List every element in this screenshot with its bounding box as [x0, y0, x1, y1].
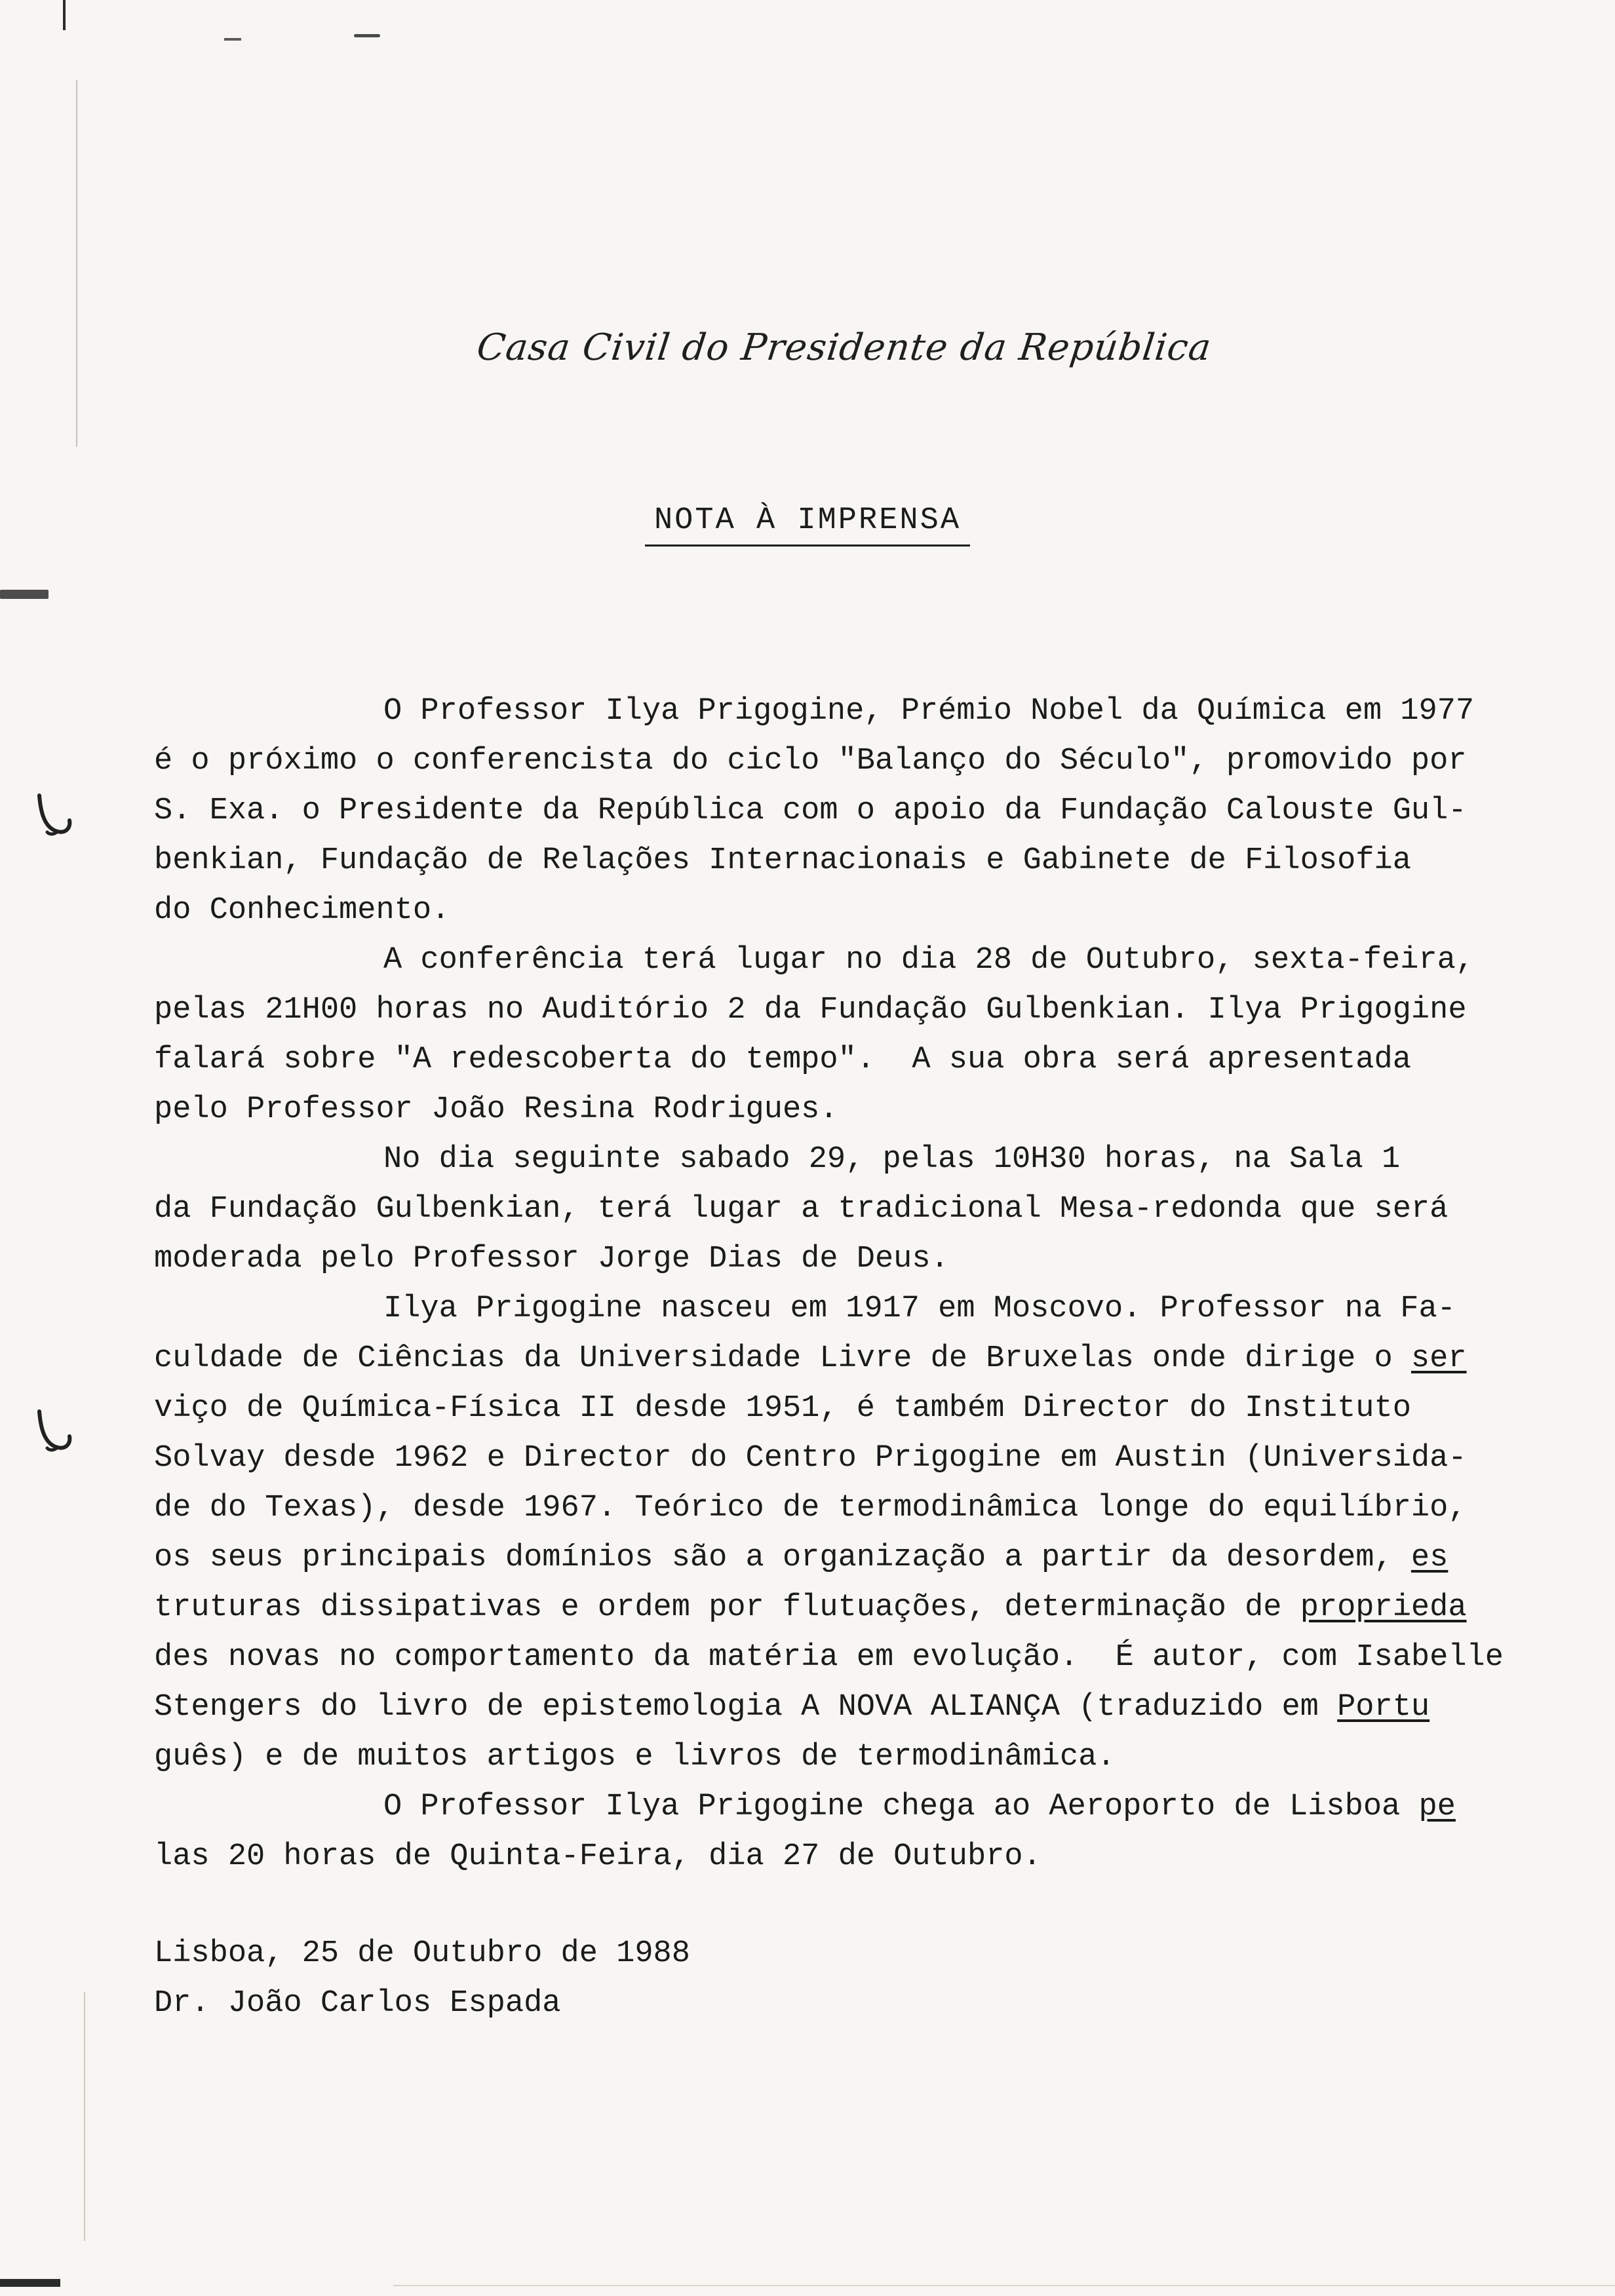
closing-date: Lisboa, 25 de Outubro de 1988	[154, 1936, 690, 1971]
body-line: moderada pelo Professor Jorge Dias de Deus.	[154, 1242, 949, 1276]
body-line: de do Texas), desde 1967. Teórico de termodinâmica longe do equilíbrio,	[154, 1491, 1467, 1525]
body-line: Solvay desde 1962 e Director do Centro Prigogine em Austin (Universida-	[154, 1441, 1467, 1476]
body-line: guês) e de muitos artigos e livros de termodinâmica.	[154, 1740, 1116, 1774]
body-line: pelo Professor João Resina Rodrigues.	[154, 1092, 838, 1127]
body-line: da Fundação Gulbenkian, terá lugar a tradicional Mesa-redonda que será	[154, 1192, 1449, 1227]
body-line: A conferência terá lugar no dia 28 de Outubro, sexta-feira,	[383, 943, 1475, 978]
body-line: falará sobre "A redescoberta do tempo". A sua obra será apresentada	[154, 1043, 1411, 1077]
document-body	[154, 687, 1596, 1882]
body-line: O Professor Ilya Prigogine chega ao Aeroporto de Lisboa pe	[383, 1789, 1456, 1824]
body-line: pelas 21H00 horas no Auditório 2 da Fundação Gulbenkian. Ilya Prigogine	[154, 993, 1467, 1027]
body-line: viço de Química-Física II desde 1951, é também Director do Instituto	[154, 1391, 1411, 1426]
handwritten-check-icon	[31, 792, 79, 843]
body-line: culdade de Ciências da Universidade Livre de Bruxelas onde dirige o ser	[154, 1341, 1467, 1376]
scan-artifact	[0, 2279, 60, 2287]
scan-artifact	[0, 590, 49, 599]
body-line: Stengers do livro de epistemologia A NOVA ALIANÇA (traduzido em Portu	[154, 1690, 1430, 1725]
scan-artifact	[63, 0, 66, 30]
body-line: do Conhecimento.	[154, 893, 450, 928]
body-line: truturas dissipativas e ordem por flutuações, determinação de proprieda	[154, 1590, 1467, 1625]
closing-block	[154, 1929, 690, 2029]
press-note-title	[0, 503, 1615, 546]
scan-artifact	[76, 80, 77, 447]
body-line: las 20 horas de Quinta-Feira, dia 27 de Outubro.	[154, 1839, 1041, 1874]
letterhead-script: Casa Civil do Presidente da República	[475, 326, 1214, 369]
handwritten-check-icon	[31, 1407, 79, 1459]
body-line: No dia seguinte sabado 29, pelas 10H30 horas, na Sala 1	[383, 1142, 1401, 1177]
scan-artifact	[393, 2285, 1615, 2286]
scan-artifact	[354, 34, 380, 37]
body-line: os seus principais domínios são a organização a partir da desordem, es	[154, 1540, 1449, 1575]
body-line: benkian, Fundação de Relações Internacionais e Gabinete de Filosofia	[154, 843, 1411, 878]
body-line: Ilya Prigogine nasceu em 1917 em Moscovo. Professor na Fa-	[383, 1292, 1456, 1326]
closing-signature: Dr. João Carlos Espada	[154, 1986, 561, 2021]
scan-artifact	[84, 1992, 85, 2241]
body-line: O Professor Ilya Prigogine, Prémio Nobel da Química em 1977	[383, 694, 1475, 729]
scan-artifact	[224, 38, 241, 41]
body-line: S. Exa. o Presidente da República com o apoio da Fundação Calouste Gul-	[154, 794, 1467, 828]
body-line: é o próximo o conferencista do ciclo "Balanço do Século", promovido por	[154, 744, 1467, 778]
press-note-title-text: NOTA À IMPRENSA	[645, 503, 970, 546]
body-line: des novas no comportamento da matéria em evolução. É autor, com Isabelle	[154, 1640, 1504, 1675]
